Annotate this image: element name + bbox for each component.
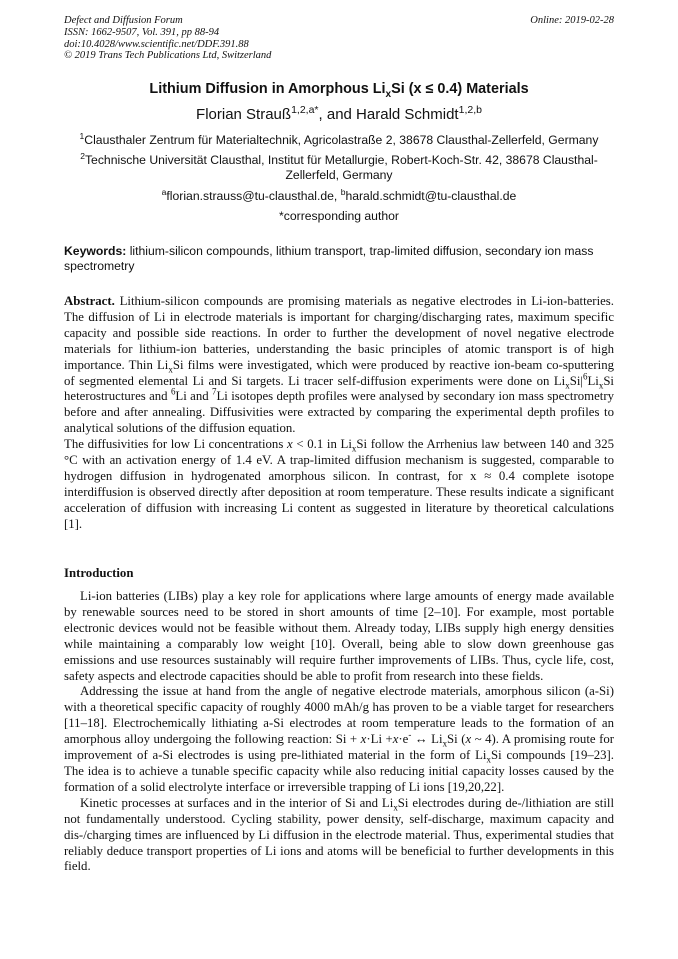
- copyright-line: © 2019 Trans Tech Publications Ltd, Switzerland: [64, 50, 272, 62]
- keywords: Keywords: lithium-silicon compounds, lithium transport, trap-limited diffusion, secondary ion mass spectrometry: [64, 244, 594, 273]
- intro-paragraph-2: Addressing the issue at hand from the angle of negative electrode materials, amorphous silicon (a-Si) with a theoretical specific capacity of roughly 4000 mAh/g has proven to be a viable target for researchers [11–18]. Electrochemically lithiating a-Si electrodes at room temperature leads to the formation of an amorphous alloy undergoing the following reaction: Si + x·Li +x·e- ↔ $Li_xSi$ (x ~ 4). A promising route for improvement of a-Si electrodes is using pre-lithiated material in the form of $Li_xSi$ compounds [19–23]. The idea is to achieve a tunable specific capacity while also reducing initial capacity losses caused by the formation of a solid electrolyte interface or irreversible trapping of Li ions [19,20,22].: [64, 684, 615, 794]
- journal-header: [64, 15, 271, 62]
- introduction-heading: Introduction: [64, 566, 134, 580]
- intro-paragraph-1: Li-ion batteries (LIBs) play a key role for applications where large amounts of energy made available by renewable sources need to be stored in short amounts of time [2–10]. For example, most portable electronic devices would not be feasible without them. Already today, LIBs supply high energy densities while maintaining a comparably low weight [10]. Overall, being able to slow down greenhouse gas emissions and use resources sustainably will require further improvements of LIBs. Thus, cycle life, cost, safety aspects and electrode capacities should be able to profit from research into these fields.: [64, 589, 614, 683]
- abstract-paragraph-1: Abstract. Lithium-silicon compounds are promising materials as negative electrodes in Li-ion-batteries. The diffusion of Li in electrode materials is important for charging/discharging rates, maximum specific capacity and possible side reactions. In order to further the development of novel negative electrode materials for lithium-ion batteries, understanding the basic principles of atomic transport is of high importance. Thin $Li_xSi$ films were investigated, which were produced by reactive ion-beam co-sputtering of segmented elemental Li and Si targets. Li tracer self-diffusion experiments were done on $Li_xSi|^6Li_xSi$ heterostructures and $^6$Li and $^7$Li isotopes depth profiles were analysed by secondary ion mass spectrometry before and after annealing. Diffusivities were extracted by comparing the experimental depth profiles to analytical solutions of the diffusion equation.: [64, 294, 614, 436]
- email-b: harald.schmidt@tu-clausthal.de: [345, 189, 517, 203]
- keywords-label: Keywords:: [64, 244, 127, 258]
- author-1: Florian Strauß: [196, 106, 292, 123]
- abstract-paragraph-2: The diffusivities for low Li concentrations x < 0.1 in $Li_xSi$ follow the Arrhenius law between 140 and 325 °C with an activation energy of 1.4 eV. A trap-limited diffusion mechanism is suggested, comparable to hydrogen diffusion in hydrogenated amorphous silicon. In contrast, for x ≈ 0.4 complete isotope interdiffusion is observed directly after deposition at room temperature. These results indicate a significant acceleration of diffusion with increasing Li content as suggested in literature by theoretical calculations [1].: [64, 437, 614, 531]
- online-date: Online: 2019-02-28: [530, 15, 614, 26]
- journal-name: Defect and Diffusion Forum: [64, 15, 183, 26]
- author-2: , and Harald Schmidt: [318, 106, 459, 123]
- doi-line: doi:10.4028/www.scientific.net/DDF.391.88: [64, 38, 249, 50]
- abstract-label: Abstract.: [64, 294, 115, 308]
- intro-paragraph-3: Kinetic processes at surfaces and in the interior of Si and $Li_xSi$ electrodes during de-/lithiation are still not fundamentally understood. Cycling stability, power density, self-discharge, maximum capacity and dis-/charging times are influenced by Li diffusion in the electrode material. Thus, experimental studies that reliably deduce transport properties of Li ions and atoms will be beneficial to further developments in this field.: [64, 795, 615, 874]
- email-a: florian.strauss@tu-clausthal.de,: [166, 189, 341, 203]
- abstract: [64, 294, 614, 533]
- email-line: $^a$florian.strauss@tu-clausthal.de, $^b$harald.schmidt@tu-clausthal.de: [161, 186, 517, 203]
- corresponding-note: *corresponding author: [279, 209, 399, 223]
- affiliation-1: $^1$Clausthaler Zentrum für Materialtechnik, Agricolastraße 2, 38678 Clausthal-Zellerfeld, Germany: [79, 130, 599, 147]
- paper-title: Lithium Diffusion in Amorphous $Li_xSi$ (x ≤ 0.4) Materials: [149, 81, 529, 100]
- author-line: Florian Strauß$^{1,2,a*}$, and Harald Schmidt$^{1,2,b}$: [196, 104, 482, 123]
- issn-line: ISSN: 1662-9507, Vol. 391, pp 88-94: [64, 26, 220, 38]
- affiliation-2: $^2$Technische Universität Clausthal, Institut für Metallurgie, Robert-Koch-Str. 42, 38678 Clausthal-Zellerfeld, Germany: [80, 150, 598, 182]
- introduction-body: [64, 589, 614, 875]
